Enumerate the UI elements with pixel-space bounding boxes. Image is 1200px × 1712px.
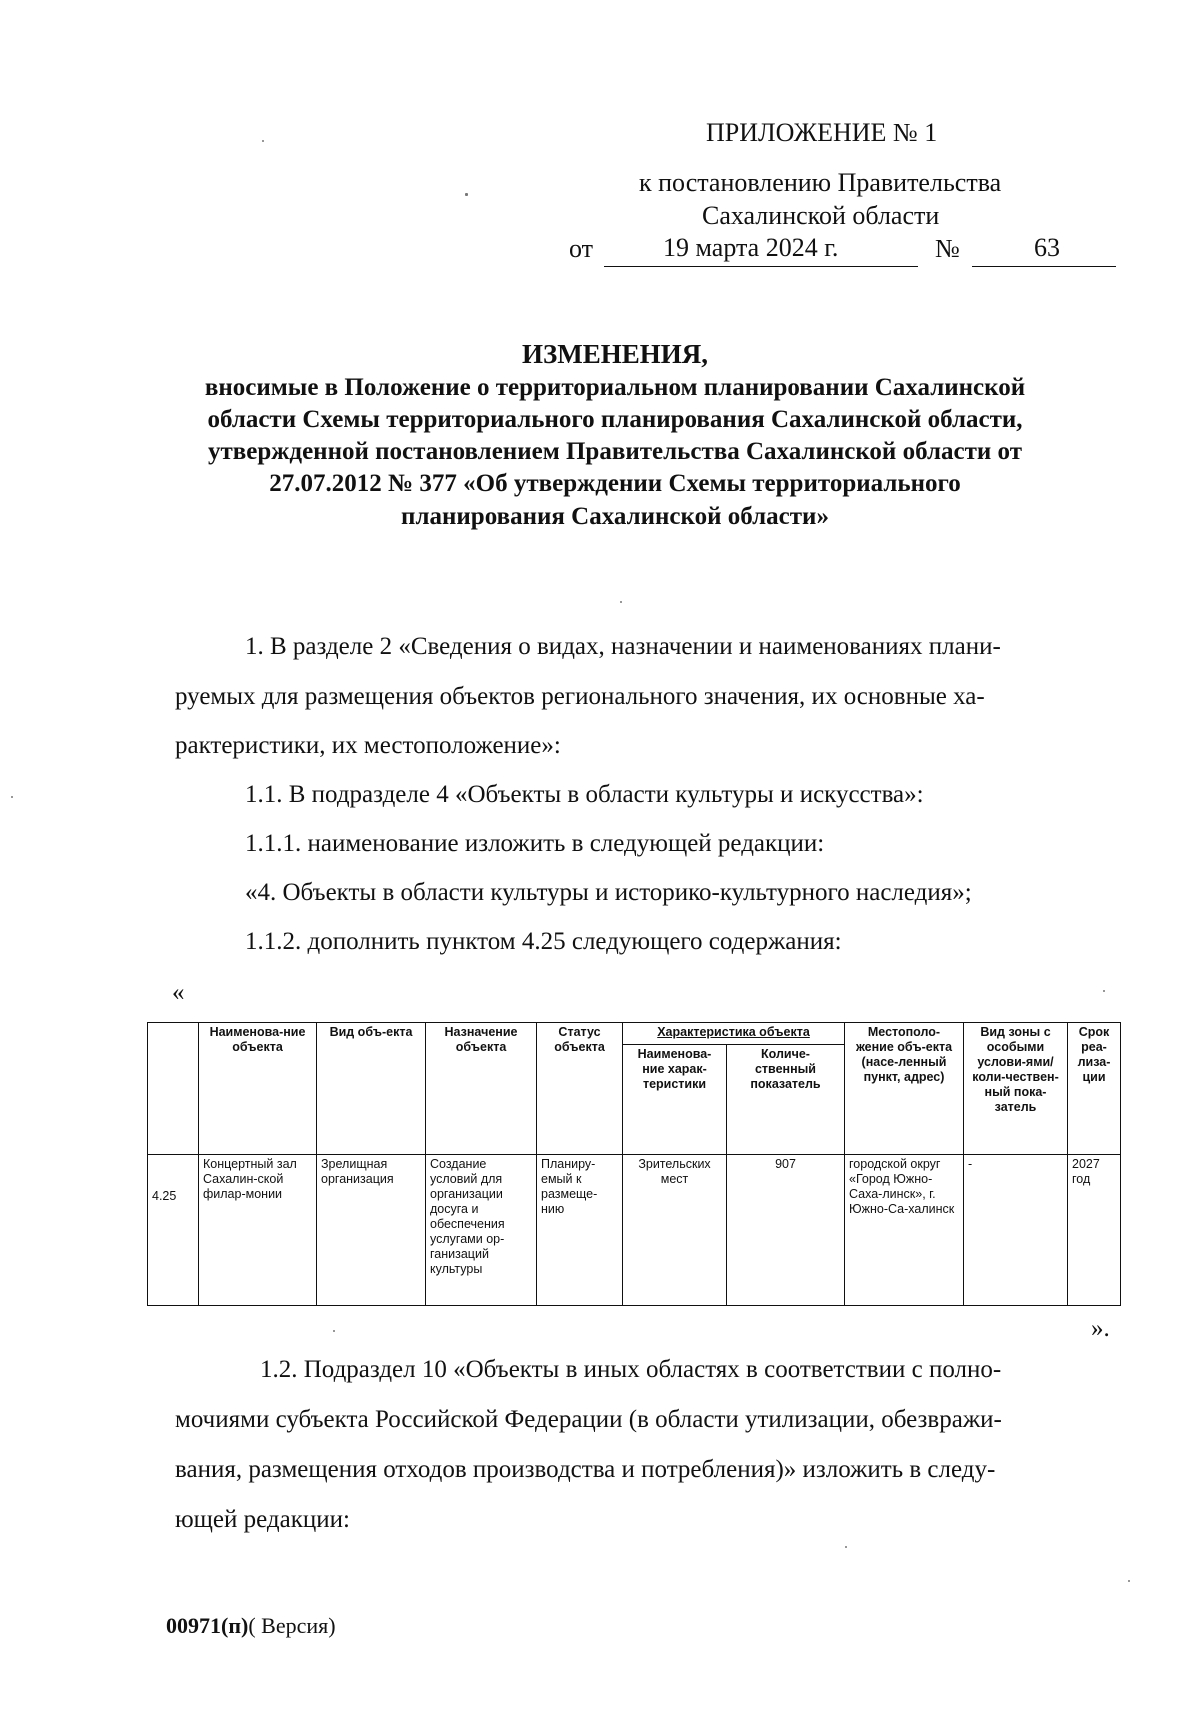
table-row: [148, 1155, 1121, 1306]
number-label: №: [935, 234, 960, 263]
header-term: Срок реа-лиза-ции: [1068, 1023, 1121, 1155]
date-from-label: от: [569, 234, 594, 263]
footer-code: 00971(п): [166, 1613, 249, 1638]
row-number: 4.25: [148, 1155, 199, 1306]
government-name: Сахалинской области: [702, 201, 940, 230]
objects-table: [147, 1022, 1121, 1306]
table-header-row: [148, 1023, 1121, 1045]
title-line-3: утвержденной постановлением Правительства Сахалинской области от: [208, 438, 1022, 465]
header-characteristic: Характеристика объекта: [623, 1023, 845, 1045]
paragraph-1-line-1: 1. В разделе 2 «Сведения о видах, назначении и наименованиях плани-: [245, 633, 1001, 660]
number-underline: [972, 266, 1116, 267]
row-purpose: Создание условий для организации досуга и обеспечения услугами ор-ганизаций культуры: [426, 1155, 537, 1306]
row-char-name: Зрительских мест: [623, 1155, 727, 1306]
row-kind: Зрелищная организация: [317, 1155, 426, 1306]
header-status: Статус объекта: [537, 1023, 623, 1155]
resolution-ref: к постановлению Правительства: [639, 168, 1002, 197]
paragraph-quote: «4. Объекты в области культуры и историко-культурного наследия»;: [245, 879, 972, 906]
paragraph-1-2-line-2: мочиями субъекта Российской Федерации (в области утилизации, обезвражи-: [175, 1406, 1002, 1433]
row-status: Планиру-емый к размеще-нию: [537, 1155, 623, 1306]
document-code: [166, 1613, 336, 1639]
resolution-number: 63: [1034, 233, 1060, 262]
title-line-1: вносимые в Положение о территориальном планировании Сахалинской: [204, 374, 1026, 401]
row-zone: -: [964, 1155, 1068, 1306]
header-kind: Вид объ-екта: [317, 1023, 426, 1155]
paragraph-1-line-2: руемых для размещения объектов регионального значения, их основные ха-: [175, 683, 985, 710]
scan-speck: [1128, 1580, 1130, 1582]
title-line-2: области Схемы территориального планирования Сахалинской области,: [207, 406, 1023, 433]
header-number-cell: [148, 1023, 199, 1155]
appendix-label: ПРИЛОЖЕНИЕ № 1: [706, 118, 938, 147]
close-quote: ».: [1091, 1315, 1110, 1342]
header-zone: Вид зоны с особыми услови-ями/ коли-чествен-ный пока-затель: [964, 1023, 1068, 1155]
scan-speck: [620, 601, 622, 603]
paragraph-1-1: 1.1. В подразделе 4 «Объекты в области культуры и искусства»:: [245, 781, 924, 808]
row-location: городской округ «Город Южно-Саха-линск», г. Южно-Са-халинск: [845, 1155, 964, 1306]
header-name: Наименова-ние объекта: [199, 1023, 317, 1155]
header-purpose: Назначение объекта: [426, 1023, 537, 1155]
paragraph-1-1-2: 1.1.2. дополнить пунктом 4.25 следующего содержания:: [245, 928, 842, 955]
header-char-value: Количе-ственный показатель: [727, 1045, 845, 1155]
scan-speck: [262, 140, 264, 142]
paragraph-1-1-1: 1.1.1. наименование изложить в следующей редакции:: [245, 830, 825, 857]
scan-speck: [333, 1330, 335, 1332]
resolution-date: 19 марта 2024 г.: [663, 233, 839, 262]
scan-speck: [465, 193, 468, 196]
scan-speck: [845, 1546, 847, 1548]
paragraph-1-2-line-3: вания, размещения отходов производства и потребления)» изложить в следу-: [175, 1456, 996, 1483]
row-char-value: 907: [727, 1155, 845, 1306]
document-title: ИЗМЕНЕНИЯ,: [521, 339, 708, 369]
title-line-4: 27.07.2012 № 377 «Об утверждении Схемы территориального: [269, 470, 961, 497]
date-underline: [604, 266, 918, 267]
scan-speck: [1103, 990, 1105, 992]
paragraph-1-2-line-1: 1.2. Подраздел 10 «Объекты в иных областях в соответствии с полно-: [260, 1356, 1002, 1383]
footer-version: ( Версия): [248, 1613, 336, 1638]
title-line-5: планирования Сахалинской области»: [401, 503, 829, 530]
row-name: Концертный зал Сахалин-ской филар-монии: [199, 1155, 317, 1306]
row-term: 2027 год: [1068, 1155, 1121, 1306]
scan-speck: [11, 796, 13, 798]
paragraph-1-line-3: рактеристики, их местоположение»:: [175, 732, 561, 759]
open-quote: «: [172, 979, 185, 1006]
paragraph-1-2-line-4: ющей редакции:: [175, 1506, 350, 1533]
header-location: Местополо-жение объ-екта (насе-ленный пункт, адрес): [845, 1023, 964, 1155]
header-char-name: Наименова-ние харак-теристики: [623, 1045, 727, 1155]
